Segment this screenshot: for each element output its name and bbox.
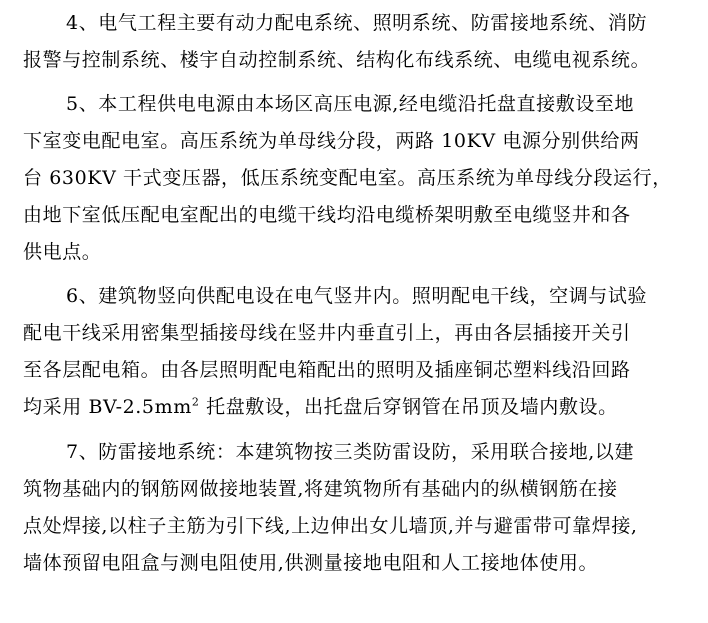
paragraph-6-line-4 xyxy=(0,392,708,422)
paragraph-5-line-4: 由地下室低压配电室配出的电缆干线均沿电缆桥架明敷至电缆竖井和各 xyxy=(23,204,631,226)
paragraph-4-line-2: 报警与控制系统、楼宇自动控制系统、结构化布线系统、电缆电视系统。 xyxy=(23,49,651,71)
paragraph-7-line-3: 点处焊接,以柱子主筋为引下线,上边伸出女儿墙顶,并与避雷带可靠焊接, xyxy=(23,515,638,537)
paragraph-4-line-1: 4、电气工程主要有动力配电系统、照明系统、防雷接地系统、消防 xyxy=(66,12,648,34)
squared-superscript: 2 xyxy=(191,395,200,409)
paragraph-5-line-2: 下室变电配电室。高压系统为单母线分段，两路 10KV 电源分别供给两 xyxy=(23,130,640,152)
paragraph-6-line-2: 配电干线采用密集型插接母线在竖井内垂直引上，再由各层插接开关引 xyxy=(23,322,631,344)
paragraph-6-line-4-text-a: 均采用 BV-2.5mm xyxy=(23,396,192,418)
paragraph-5-line-3: 台 630KV 干式变压器，低压系统变配电室。高压系统为单母线分段运行， xyxy=(23,167,672,189)
paragraph-6-line-3: 至各层配电箱。由各层照明配电箱配出的照明及插座铜芯塑料线沿回路 xyxy=(23,359,631,381)
paragraph-6-line-1: 6、建筑物竖向供配电设在电气竖井内。照明配电干线，空调与试验 xyxy=(66,285,648,307)
paragraph-5-line-1: 5、本工程供电电源由本场区高压电源,经电缆沿托盘直接敷设至地 xyxy=(66,93,635,115)
paragraph-5-line-5: 供电点。 xyxy=(23,241,102,263)
paragraph-7-line-2: 筑物基础内的钢筋网做接地装置,将建筑物所有基础内的纵横钢筋在接 xyxy=(23,478,618,500)
paragraph-6-line-4-text-b: 托盘敷设，出托盘后穿钢管在吊顶及墙内敷设。 xyxy=(199,396,618,418)
paragraph-7-line-4: 墙体预留电阻盒与测电阻使用,供测量接地电阻和人工接地体使用。 xyxy=(23,552,599,574)
paragraph-7-line-1: 7、防雷接地系统：本建筑物按三类防雷设防，采用联合接地,以建 xyxy=(66,441,635,463)
